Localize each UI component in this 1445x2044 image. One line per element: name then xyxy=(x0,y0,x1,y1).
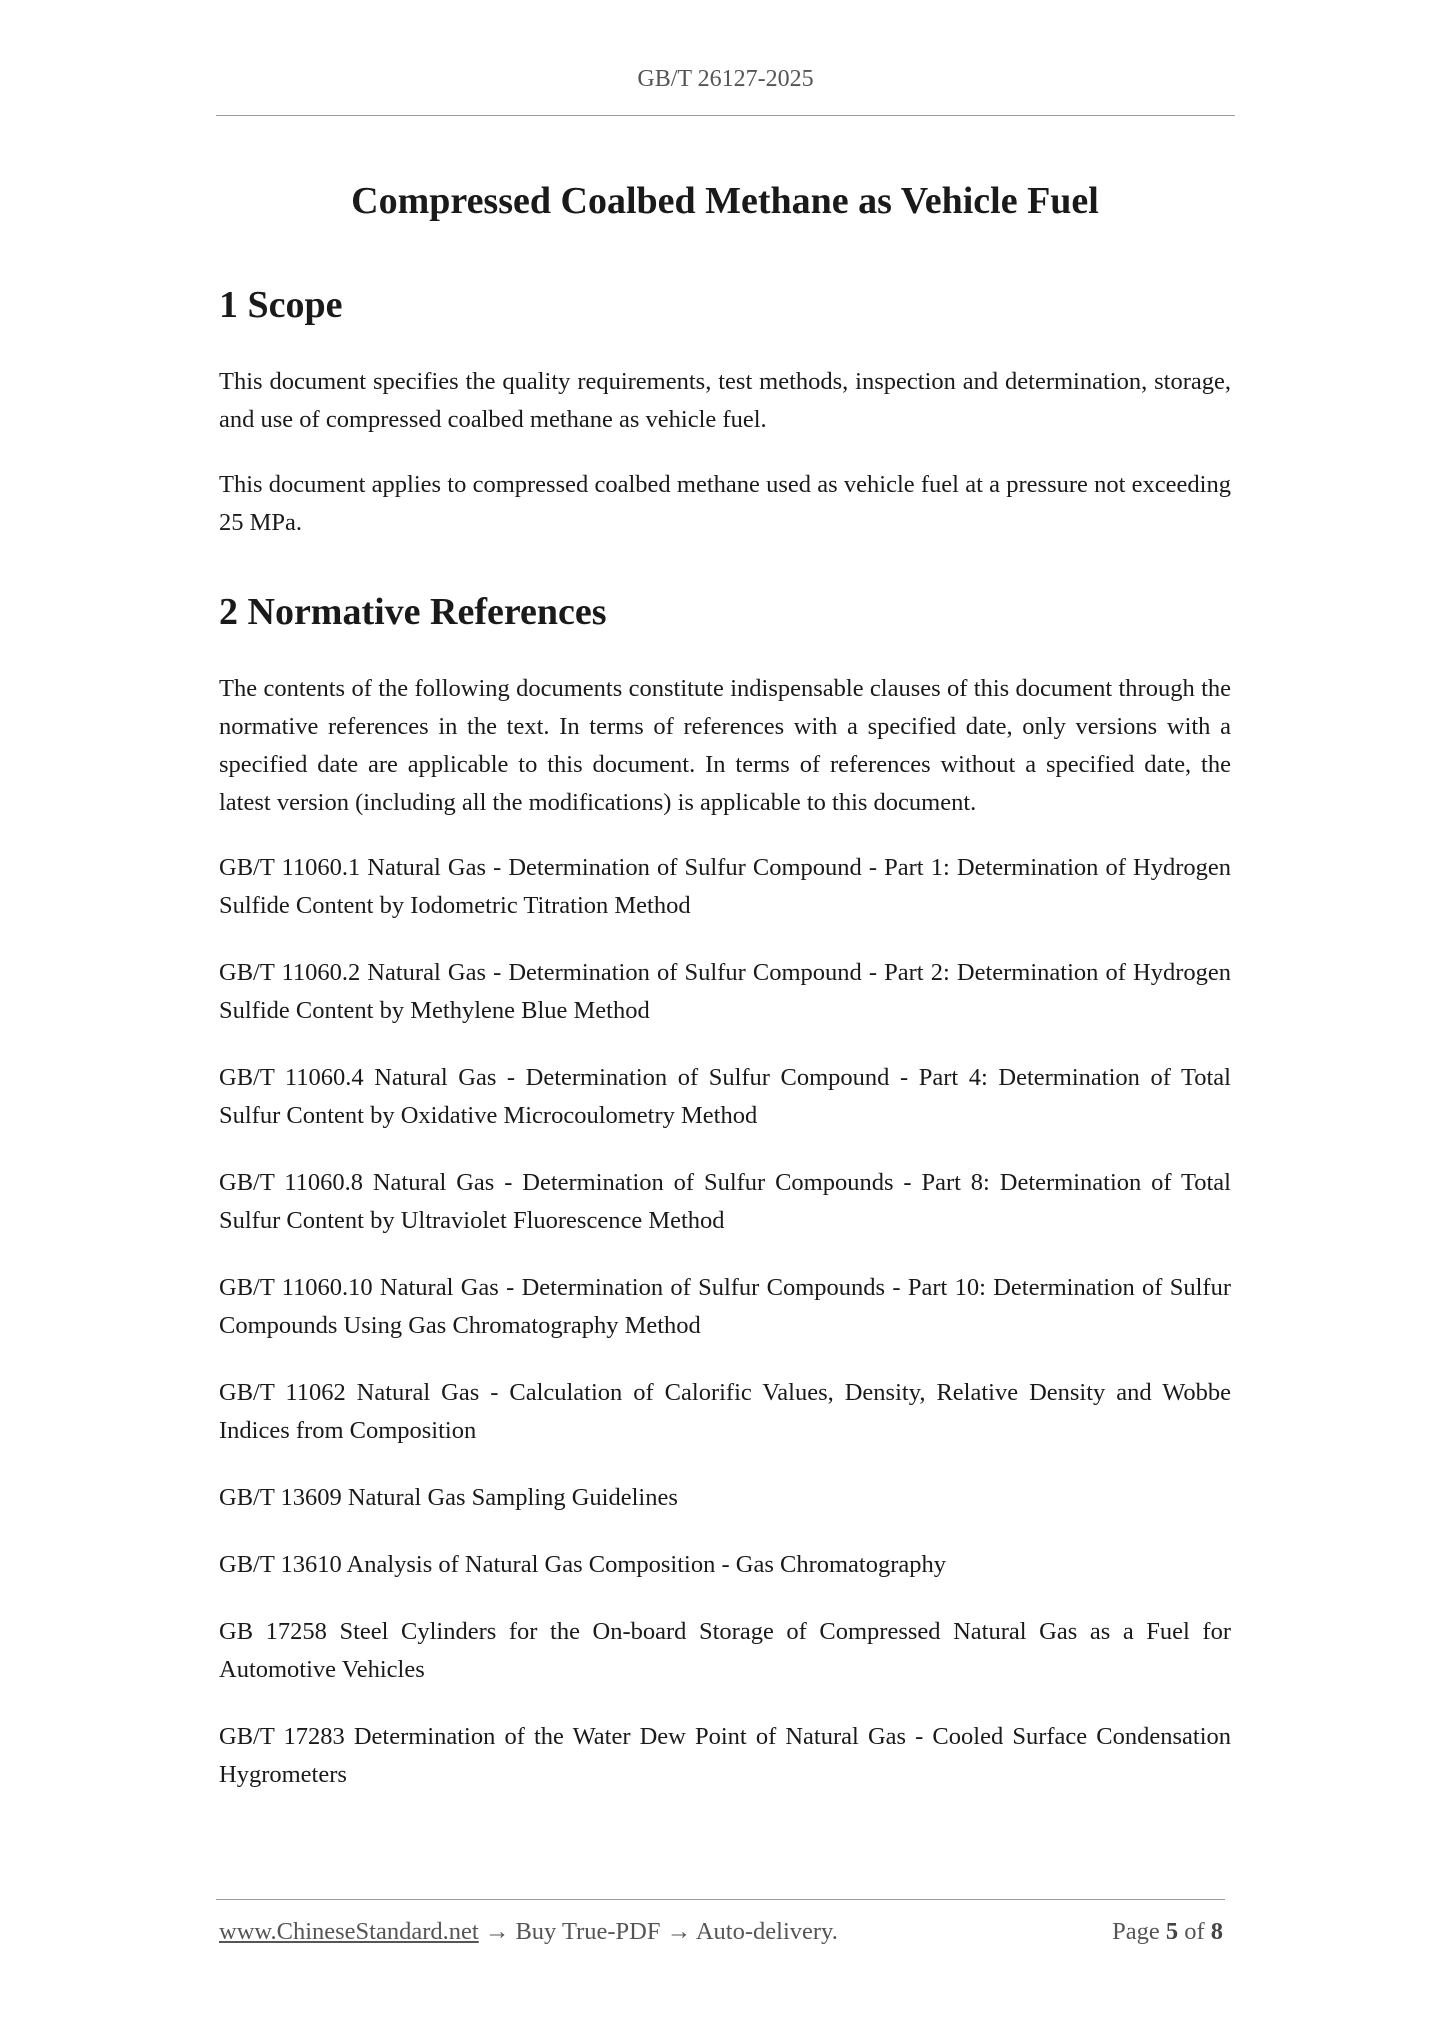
reference-item: GB/T 11060.10 Natural Gas - Determination of Sulfur Compounds - Part 10: Determination of Sulfur Compounds Using Gas Chromatography Method xyxy=(219,1274,1231,1339)
document-code-header: GB/T 26127-2025 xyxy=(637,66,814,92)
document-body xyxy=(219,170,1231,1823)
reference-item: GB 17258 Steel Cylinders for the On-board Storage of Compressed Natural Gas as a Fuel for Automotive Vehicles xyxy=(219,1618,1231,1683)
section-heading-scope: 1 Scope xyxy=(219,284,343,326)
reference-list xyxy=(219,849,1231,1794)
page-word: Page xyxy=(1112,1918,1160,1945)
reference-item: GB/T 17283 Determination of the Water Dew Point of Natural Gas - Cooled Surface Condensation Hygrometers xyxy=(219,1723,1231,1788)
reference-item: GB/T 11060.4 Natural Gas - Determination of Sulfur Compound - Part 4: Determination of Total Sulfur Content by Oxidative Microcoulometry Method xyxy=(219,1064,1231,1129)
footer-divider xyxy=(216,1899,1225,1900)
footer-promo xyxy=(219,1918,838,1946)
scope-paragraph: This document applies to compressed coalbed methane used as vehicle fuel at a pressure not exceeding 25 MPa. xyxy=(219,471,1231,536)
reference-item: GB/T 13609 Natural Gas Sampling Guidelines xyxy=(219,1484,678,1511)
page-current-number: 5 xyxy=(1165,1918,1179,1945)
section-heading-normative-references: 2 Normative References xyxy=(219,591,607,633)
document-title: Compressed Coalbed Methane as Vehicle Fuel xyxy=(351,180,1099,222)
footer-tagline: → Buy True-PDF → Auto-delivery. xyxy=(478,1918,838,1945)
references-intro-paragraph: The contents of the following documents constitute indispensable clauses of this document through the normative references in the text. In terms of references with a specified date, only versions with a specified date are applicable to this document. In terms of references without a specified date, the latest version (including all the modifications) is applicable to this document. xyxy=(219,675,1231,816)
reference-item: GB/T 11062 Natural Gas - Calculation of Calorific Values, Density, Relative Density and Wobbe Indices from Composition xyxy=(219,1379,1231,1444)
reference-item: GB/T 11060.2 Natural Gas - Determination of Sulfur Compound - Part 2: Determination of Hydrogen Sulfide Content by Methylene Blue Method xyxy=(219,959,1231,1024)
reference-item: GB/T 11060.1 Natural Gas - Determination of Sulfur Compound - Part 1: Determination of Hydrogen Sulfide Content by Iodometric Titration Method xyxy=(219,854,1231,919)
website-link[interactable]: www.ChineseStandard.net xyxy=(219,1918,479,1945)
scope-paragraph: This document specifies the quality requirements, test methods, inspection and determination, storage, and use of compressed coalbed methane as vehicle fuel. xyxy=(219,368,1231,433)
reference-item: GB/T 11060.8 Natural Gas - Determination of Sulfur Compounds - Part 8: Determination of Total Sulfur Content by Ultraviolet Fluorescence Method xyxy=(219,1169,1231,1234)
of-word: of xyxy=(1184,1918,1205,1945)
page-total-number: 8 xyxy=(1210,1918,1223,1945)
header-divider xyxy=(216,115,1235,116)
page-indicator xyxy=(1112,1918,1223,1946)
reference-item: GB/T 13610 Analysis of Natural Gas Composition - Gas Chromatography xyxy=(219,1551,946,1578)
